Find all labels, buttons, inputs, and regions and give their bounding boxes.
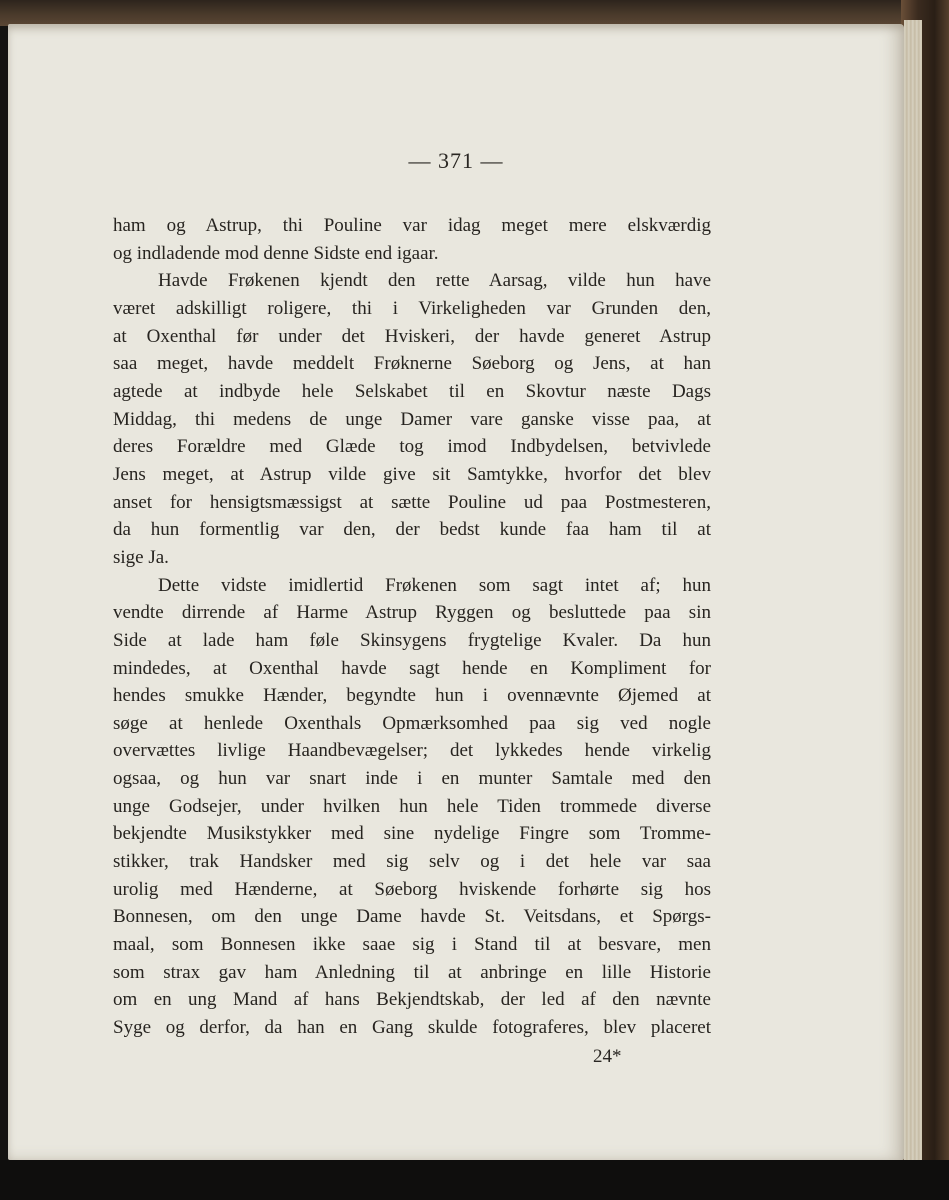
scan-bottom-edge xyxy=(0,1160,949,1200)
text-line: været adskilligt roligere, thi i Virkeligheden var Grunden den, xyxy=(113,297,711,319)
text-line: agtede at indbyde hele Selskabet til en Skovtur næste Dags xyxy=(113,380,711,402)
page-number: — 371 — xyxy=(408,148,504,173)
text-line: Bonnesen, om den unge Dame havde St. Veitsdans, et Spørgs- xyxy=(113,906,711,928)
text-line: stikker, trak Handsker med sig selv og i det hele var saa xyxy=(113,851,711,873)
text-line: hendes smukke Hænder, begyndte hun i ovennævnte Øjemed at xyxy=(113,685,711,707)
body-text xyxy=(113,212,711,1042)
text-line: søge at henlede Oxenthals Opmærksomhed paa sig ved nogle xyxy=(113,712,711,734)
text-line: overvættes livlige Haandbevægelser; det lykkedes hende virkelig xyxy=(113,740,711,762)
text-line: mindedes, at Oxenthal havde sagt hende en Kompliment for xyxy=(113,657,711,679)
text-line: at Oxenthal før under det Hviskeri, der havde generet Astrup xyxy=(113,325,711,347)
signature-mark: 24* xyxy=(593,1046,622,1067)
scan-top-edge xyxy=(0,0,949,26)
text-line: Side at lade ham føle Skinsygens frygtelige Kvaler. Da hun xyxy=(113,629,711,651)
text-line: sige Ja. xyxy=(113,546,169,568)
text-line: Dette vidste imidlertid Frøkenen som sagt intet af; hun xyxy=(158,574,711,596)
text-line: vendte dirrende af Harme Astrup Ryggen og besluttede paa sin xyxy=(113,602,711,624)
text-line: Syge og derfor, da han en Gang skulde fotograferes, blev placeret xyxy=(113,1017,711,1039)
text-line: om en ung Mand af hans Bekjendtskab, der led af den nævnte xyxy=(113,989,711,1011)
text-line: som strax gav ham Anledning til at anbringe en lille Historie xyxy=(113,961,711,983)
book-page xyxy=(8,24,904,1160)
text-line: Middag, thi medens de unge Damer vare ganske visse paa, at xyxy=(113,408,711,430)
text-line: anset for hensigtsmæssigst at sætte Pouline ud paa Postmesteren, xyxy=(113,491,711,513)
text-line: Jens meget, at Astrup vilde give sit Samtykke, hvorfor det blev xyxy=(113,463,711,485)
text-line: unge Godsejer, under hvilken hun hele Tiden trommede diverse xyxy=(113,795,711,817)
page-edges xyxy=(904,20,922,1160)
text-line: urolig med Hænderne, at Søeborg hviskende forhørte sig hos xyxy=(113,878,711,900)
text-line: og indladende mod denne Sidste end igaar. xyxy=(113,242,439,264)
text-line: saa meget, havde meddelt Frøknerne Søeborg og Jens, at han xyxy=(113,353,711,375)
text-line: deres Forældre med Glæde tog imod Indbydelsen, betvivlede xyxy=(113,436,711,458)
text-line: da hun formentlig var den, der bedst kunde faa ham til at xyxy=(113,519,711,541)
text-line: bekjendte Musikstykker med sine nydelige Fingre som Tromme- xyxy=(113,823,711,845)
text-line: ogsaa, og hun var snart inde i en munter Samtale med den xyxy=(113,768,711,790)
text-line: ham og Astrup, thi Pouline var idag meget mere elskværdig xyxy=(113,215,711,236)
text-line: maal, som Bonnesen ikke saae sig i Stand til at besvare, men xyxy=(113,934,711,956)
text-line: Havde Frøkenen kjendt den rette Aarsag, vilde hun have xyxy=(158,270,711,292)
